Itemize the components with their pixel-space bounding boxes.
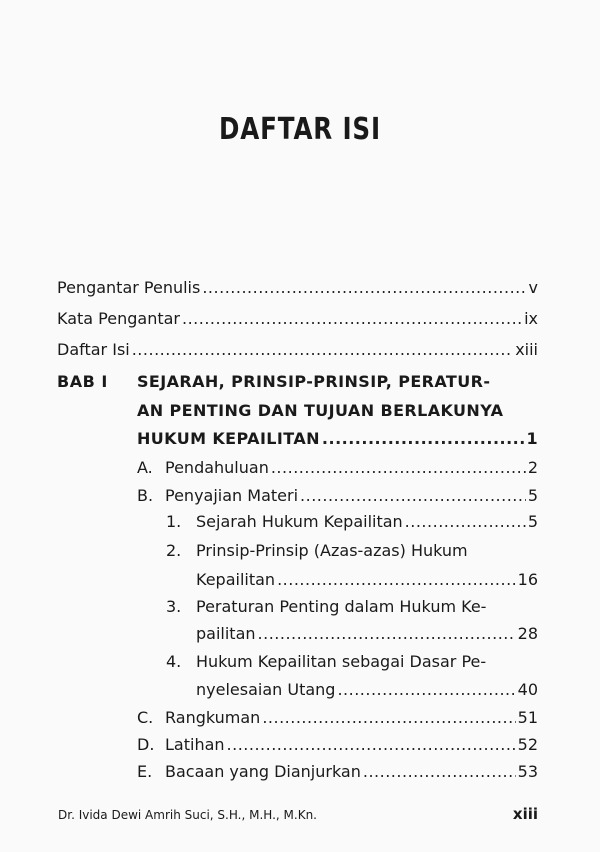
toc-entry-label: Pengantar Penulis [57,278,201,297]
toc-entry-chapter-1 [137,429,538,448]
leader-dots [182,309,522,328]
toc-entry-bacaan [165,762,538,781]
toc-entry-label: Kata Pengantar [57,309,180,328]
toc-entry-hukum-kepailitan-dasar [196,680,538,699]
leader-dots [132,340,513,359]
toc-entry-label: Rangkuman [165,708,261,727]
toc-entry-pengantar-penulis [57,278,538,297]
toc-entry-page: v [528,278,538,297]
toc-entry-page: xiii [515,340,538,359]
toc-entry-peraturan [196,624,538,643]
section-mark: E. [137,762,153,781]
toc-entry-sejarah [196,512,538,531]
section-mark: A. [137,458,153,477]
leader-dots [322,429,525,448]
toc-entry-page: 53 [517,762,538,781]
toc-entry-pendahuluan [165,458,538,477]
page-title: DAFTAR ISI [219,112,381,147]
leader-dots [405,512,526,531]
toc-entry-label: Penyajian Materi [165,486,299,505]
toc-entry-label: Bacaan yang Dianjurkan [165,762,361,781]
footer-page-number: xiii [512,805,538,823]
leader-dots [300,486,526,505]
toc-entry-label-line-1: Prinsip-Prinsip (Azas-azas) Hukum [196,541,468,560]
toc-entry-label-line-1: Hukum Kepailitan sebagai Dasar Pe- [196,652,487,671]
footer-author: Dr. Ivida Dewi Amrih Suci, S.H., M.H., M.Kn. [58,808,317,822]
leader-dots [271,458,526,477]
toc-entry-daftar-isi [57,340,538,359]
section-mark: D. [137,735,155,754]
chapter-label: BAB I [57,372,108,391]
toc-entry-prinsip [196,570,538,589]
leader-dots [202,278,526,297]
toc-entry-page: 2 [527,458,538,477]
toc-entry-latihan [165,735,538,754]
toc-entry-page: 5 [527,486,538,505]
toc-entry-page: 16 [517,570,538,589]
subsection-mark: 4. [166,652,182,671]
toc-entry-label: Pendahuluan [165,458,269,477]
chapter-title-line-1: SEJARAH, PRINSIP-PRINSIP, PERATUR- [137,372,491,391]
subsection-mark: 1. [166,512,182,531]
toc-entry-page: 51 [517,708,538,727]
toc-entry-page: 28 [517,624,538,643]
chapter-title-line-2: AN PENTING DAN TUJUAN BERLAKUNYA [137,401,504,420]
toc-entry-kata-pengantar [57,309,538,328]
toc-entry-label: Sejarah Hukum Kepailitan [196,512,403,531]
toc-entry-label-line-2: Kepailitan [196,570,276,589]
leader-dots [363,762,516,781]
leader-dots [258,624,516,643]
toc-entry-page: 52 [517,735,538,754]
toc-entry-label-line-2: pailitan [196,624,256,643]
chapter-title-line-3: HUKUM KEPAILITAN [137,429,320,448]
toc-entry-label-line-2: nyelesaian Utang [196,680,336,699]
toc-entry-penyajian-materi [165,486,538,505]
section-mark: C. [137,708,154,727]
toc-entry-page: 40 [517,680,538,699]
toc-entry-label: Daftar Isi [57,340,130,359]
section-mark: B. [137,486,154,505]
leader-dots [277,570,516,589]
toc-entry-page: 5 [527,512,538,531]
toc-entry-page: ix [524,309,538,328]
toc-entry-rangkuman [165,708,538,727]
toc-entry-label-line-1: Peraturan Penting dalam Hukum Ke- [196,597,487,616]
subsection-mark: 3. [166,597,182,616]
subsection-mark: 2. [166,541,182,560]
toc-entry-page: 1 [526,429,538,448]
leader-dots [227,735,516,754]
toc-entry-label: Latihan [165,735,225,754]
leader-dots [262,708,515,727]
leader-dots [337,680,515,699]
